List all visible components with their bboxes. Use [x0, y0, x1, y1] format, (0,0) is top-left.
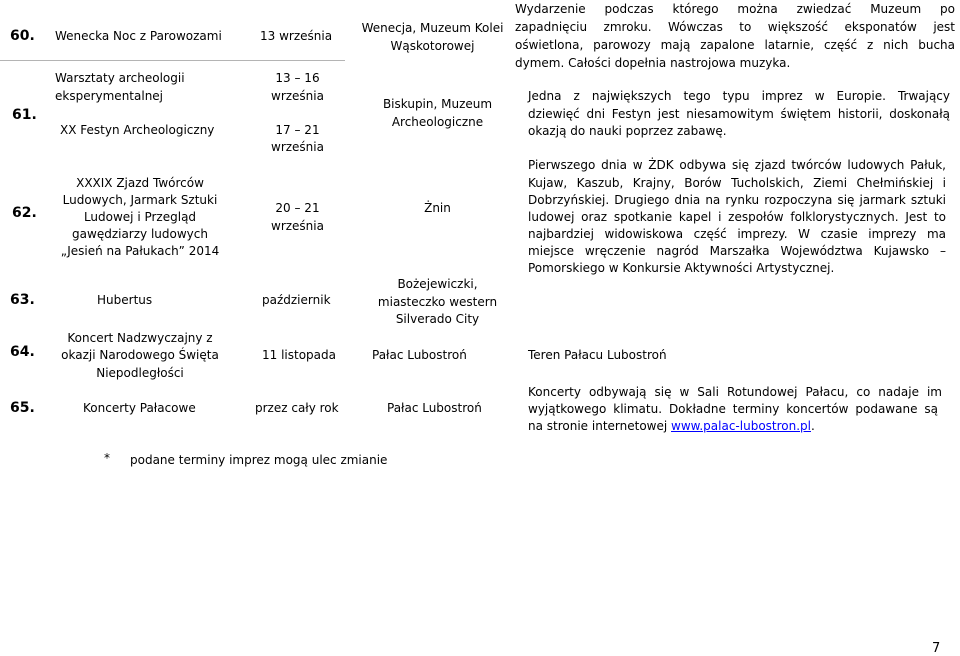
event-description-line: oświetlona, parowozy mają zapalone latarnie, część z nich bucha	[515, 38, 955, 52]
event-date-line: przez cały rok	[255, 401, 339, 415]
footnote-text: podane terminy imprez mogą ulec zmianie	[130, 453, 388, 467]
event-description-line: ludowej oraz spotkanie kapel i zespołów folklorystycznych. Jest to	[528, 210, 946, 224]
event-place-line: Żnin	[424, 201, 451, 215]
event-name-line: Hubertus	[97, 293, 153, 307]
event-name-line: Warsztaty archeologii	[55, 71, 185, 85]
event-date-line: 17 – 21	[275, 123, 320, 137]
event-place-line: Pałac Lubostroń	[372, 348, 467, 362]
event-description-line: Pomorskiego w Konkursie Aktywności Artystycznej.	[528, 261, 835, 275]
event-place-line: Wąskotorowej	[390, 39, 475, 53]
event-place-line: Wenecja, Muzeum Kolei	[361, 21, 504, 35]
event-date-line: 13 września	[260, 29, 333, 43]
row-number: 63.	[10, 292, 35, 308]
row-number: 64.	[10, 344, 35, 360]
event-name-line: Niepodległości	[96, 366, 184, 380]
event-date-line: październik	[262, 293, 331, 307]
event-description-line: dziewięć dni Festyn jest niesamowitym świętem historii, doskonałą	[528, 107, 950, 121]
event-description-line-with-link	[528, 418, 815, 435]
row-number: 61.	[12, 107, 37, 123]
event-place-line: Bożejewiczki,	[397, 277, 478, 291]
event-date-line: 11 listopada	[262, 348, 336, 362]
event-name-line: gawędziarzy ludowych	[72, 227, 208, 241]
event-description-line: Teren Pałacu Lubostroń	[528, 348, 667, 362]
event-description-line: Koncerty odbywają się w Sali Rotundowej Pałacu, co nadaje im	[528, 385, 942, 399]
event-description-line: dymem. Całości dopełnia nastrojowa muzyka.	[515, 56, 791, 70]
event-description-line: okazją do nauki poprzez zabawę.	[528, 124, 727, 138]
event-description-line: miejsce wręczenie nagród Marszałka Województwa Kujawsko –	[528, 244, 946, 258]
event-description-line: Dobrzyńskiej. Drugiego dnia na rynku rozpoczyna się jarmark sztuki	[528, 193, 946, 207]
event-date-line: 13 – 16	[275, 71, 320, 85]
event-place-line: Biskupin, Muzeum	[382, 97, 493, 111]
row-number: 62.	[12, 205, 37, 221]
footnote-marker: *	[104, 451, 110, 465]
event-name-line: „Jesień na Pałukach” 2014	[60, 244, 220, 258]
page-number: 7	[932, 641, 941, 656]
event-name-line: Koncert Nadzwyczajny z	[67, 331, 213, 345]
row-number: 60.	[10, 28, 35, 44]
event-description-line: Kujaw, Kaszub, Krajny, Borów Tucholskich, Ziemi Chełmińskiej i	[528, 176, 946, 190]
event-date-line: 20 – 21	[275, 201, 320, 215]
event-description-line: Wydarzenie podczas którego można zwiedzać Muzeum po	[515, 2, 955, 16]
event-name-line: Ludowej i Przegląd	[83, 210, 197, 224]
event-place-line: miasteczko western	[377, 295, 498, 309]
event-description-line: Jedna z największych tego typu imprez w Europie. Trwający	[528, 89, 950, 103]
event-name-line: okazji Narodowego Święta	[61, 348, 219, 362]
event-date-line: września	[271, 140, 324, 154]
event-name-line: eksperymentalnej	[55, 89, 164, 103]
table-rule	[0, 60, 345, 61]
event-name-line: Wenecka Noc z Parowozami	[55, 29, 222, 43]
event-description-text: na stronie internetowej	[528, 419, 672, 433]
event-description-line: zapadnięciu zmroku. Wówczas to większość eksponatów jest	[515, 20, 955, 34]
event-description-line: wyjątkowego klimatu. Dokładne terminy koncertów podawane są	[528, 402, 938, 416]
event-name-line: Ludowych, Jarmark Sztuki	[62, 193, 218, 207]
event-date-line: września	[271, 219, 324, 233]
website-link[interactable]: www.palac-lubostron.pl	[671, 419, 811, 433]
link-trailing-period: .	[811, 419, 815, 433]
event-date-line: września	[271, 89, 324, 103]
event-place-line: Silverado City	[395, 312, 480, 326]
event-place-line: Archeologiczne	[391, 115, 484, 129]
event-description-line: najbardziej widowiskowa część imprezy. W czasie imprezy ma	[528, 227, 946, 241]
event-name-line: XX Festyn Archeologiczny	[60, 123, 215, 137]
event-name-line: Koncerty Pałacowe	[83, 401, 196, 415]
event-description-line: Pierwszego dnia w ŻDK odbywa się zjazd twórców ludowych Pałuk,	[528, 158, 946, 172]
event-name-line: XXXIX Zjazd Twórców	[76, 176, 204, 190]
row-number: 65.	[10, 400, 35, 416]
event-place-line: Pałac Lubostroń	[387, 401, 482, 415]
